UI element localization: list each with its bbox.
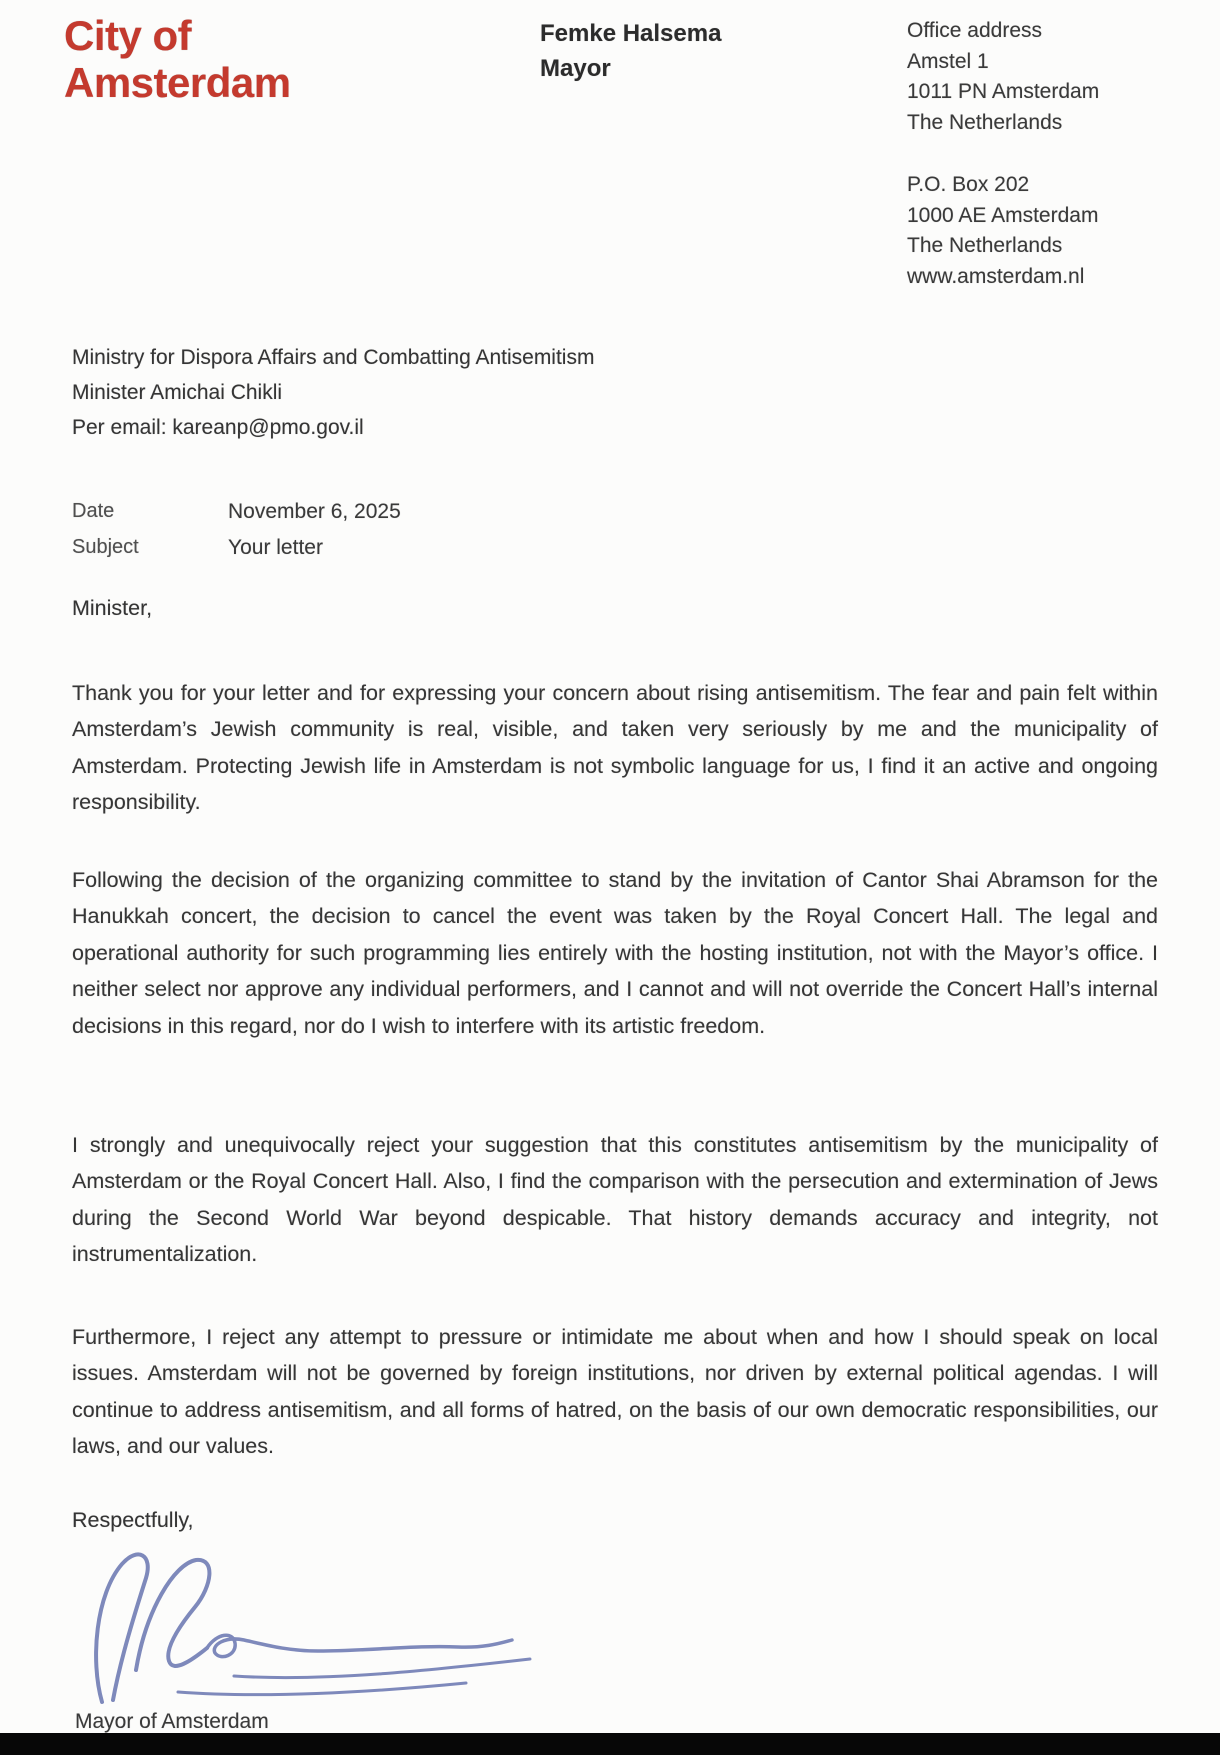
subject-value: Your letter <box>228 536 323 559</box>
date-value: November 6, 2025 <box>228 500 401 523</box>
sender-block <box>540 16 721 86</box>
recipient-org: Ministry for Dispora Affairs and Combatting Antisemitism <box>72 346 595 369</box>
recipient-person: Minister Amichai Chikli <box>72 381 283 404</box>
signature-ink <box>82 1548 552 1710</box>
body-paragraph-2: Following the decision of the organizing committee to stand by the invitation of Cantor Shai Abramson for the Hanukkah concert, the decision to cancel the event was taken by the Royal Concert Hall. The legal and operational authority for such programming lies entirely with the hosting institution, not with the Mayor’s office. I neither select nor approve any individual performers, and I cannot and will not override the Concert Hall’s internal decisions in this regard, nor do I wish to interfere with its artistic freedom. <box>72 868 1158 1038</box>
meta-block <box>72 500 401 572</box>
recipient-email: Per email: kareanp@pmo.gov.il <box>72 416 364 439</box>
signoff-title: Mayor of Amsterdam <box>75 1710 269 1733</box>
postal-address-line: P.O. Box 202 <box>907 172 1030 196</box>
salutation: Minister, <box>72 596 153 620</box>
recipient-block <box>72 340 594 445</box>
office-address-line: The Netherlands <box>907 111 1063 135</box>
subject-row <box>72 536 401 560</box>
address-spacer <box>907 139 1099 170</box>
postal-address-line: The Netherlands <box>907 234 1063 258</box>
body-paragraph-3: I strongly and unequivocally reject your suggestion that this constitutes antisemitism by the municipality of Amsterdam or the Royal Concert Hall. Also, I find the comparison with the persecution and extermination of Jews during the Second World War beyond despicable. That history demands accuracy and integrity, not instrumentalization. <box>72 1133 1158 1267</box>
address-block <box>907 16 1099 293</box>
date-row <box>72 500 401 524</box>
logo-line-2: Amsterdam <box>64 59 291 106</box>
date-label: Date <box>72 500 115 522</box>
city-of-amsterdam-logo <box>64 12 291 106</box>
office-address-line: Amstel 1 <box>907 49 989 73</box>
subject-label: Subject <box>72 536 139 558</box>
body-paragraph-4: Furthermore, I reject any attempt to pressure or intimidate me about when and how I should speak on local issues. Amsterdam will not be governed by foreign institutions, nor driven by external political agendas. I will continue to address antisemitism, and all forms of hatred, on the basis of our own democratic responsibilities, our laws, and our values. <box>72 1325 1158 1459</box>
bottom-crop-bar <box>0 1733 1220 1755</box>
sender-name: Femke Halsema <box>540 20 722 47</box>
office-address-line: 1011 PN Amsterdam <box>907 80 1100 104</box>
body-paragraph-1: Thank you for your letter and for expressing your concern about rising antisemitism. The fear and pain felt within Amsterdam’s Jewish community is real, visible, and taken very seriously by me and the municipality of Amsterdam. Protecting Jewish life in Amsterdam is not symbolic language for us, I find it an active and ongoing responsibility. <box>72 681 1158 815</box>
website-text: www.amsterdam.nl <box>907 264 1085 288</box>
closing-line: Respectfully, <box>72 1508 194 1532</box>
postal-address-line: 1000 AE Amsterdam <box>907 203 1099 227</box>
office-address-label: Office address <box>907 19 1043 42</box>
sender-title: Mayor <box>540 55 611 82</box>
logo-line-1: City of <box>64 12 192 59</box>
